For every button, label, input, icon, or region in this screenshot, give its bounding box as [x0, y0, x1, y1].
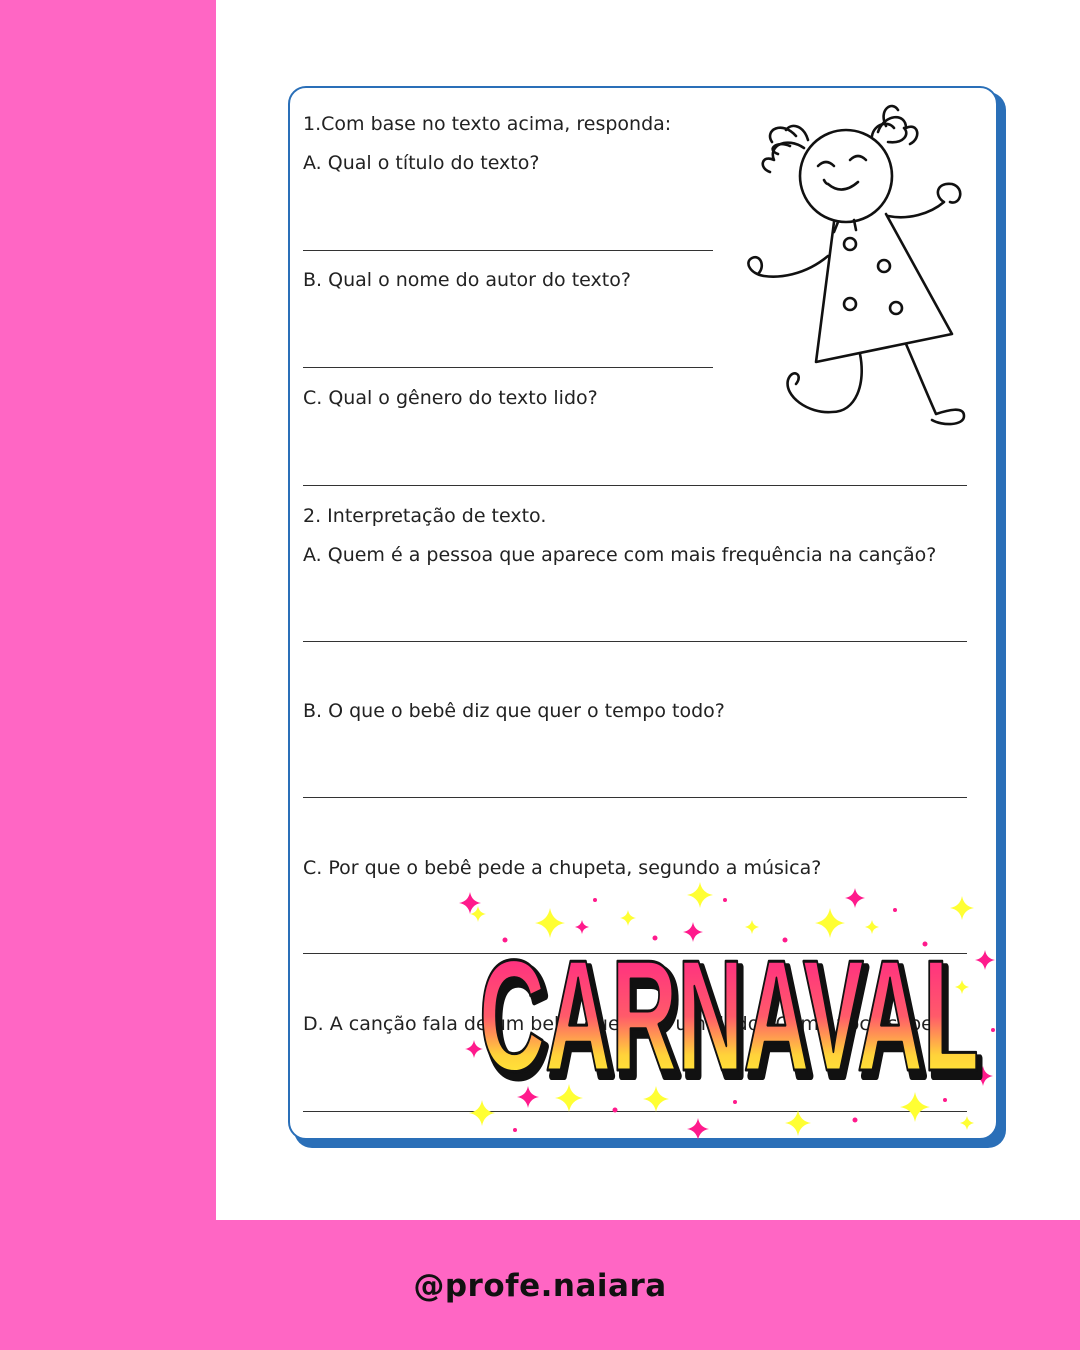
answer-line-1c[interactable] — [303, 485, 967, 486]
answer-line-2a[interactable] — [303, 641, 967, 642]
section2-heading: 2. Interpretação de texto. — [303, 505, 547, 527]
answer-line-1a[interactable] — [303, 250, 713, 251]
question-2c: C. Por que o bebê pede a chupeta, segundo a música? — [303, 857, 822, 879]
answer-line-2b[interactable] — [303, 797, 967, 798]
girl-drawing-icon — [738, 96, 978, 436]
question-2b: B. O que o bebê diz que quer o tempo todo? — [303, 700, 725, 722]
section1-heading: 1.Com base no texto acima, responda: — [303, 113, 672, 135]
footer-handle[interactable]: @profe.naiara — [413, 1268, 667, 1304]
carnaval-title: CARNAVAL — [483, 934, 983, 1110]
carnaval-sticker — [455, 880, 1005, 1150]
question-2d: D. A canção fala de um bebê que quer um dedo? Como você sabe? — [303, 1013, 943, 1035]
question-1c: C. Qual o gênero do texto lido? — [303, 387, 598, 409]
question-1a: A. Qual o título do texto? — [303, 152, 540, 174]
carnaval-title-fill: CARNAVAL — [479, 928, 979, 1104]
question-1b: B. Qual o nome do autor do texto? — [303, 269, 631, 291]
answer-line-1b[interactable] — [303, 367, 713, 368]
question-2a: A. Quem é a pessoa que aparece com mais frequência na canção? — [303, 544, 937, 566]
